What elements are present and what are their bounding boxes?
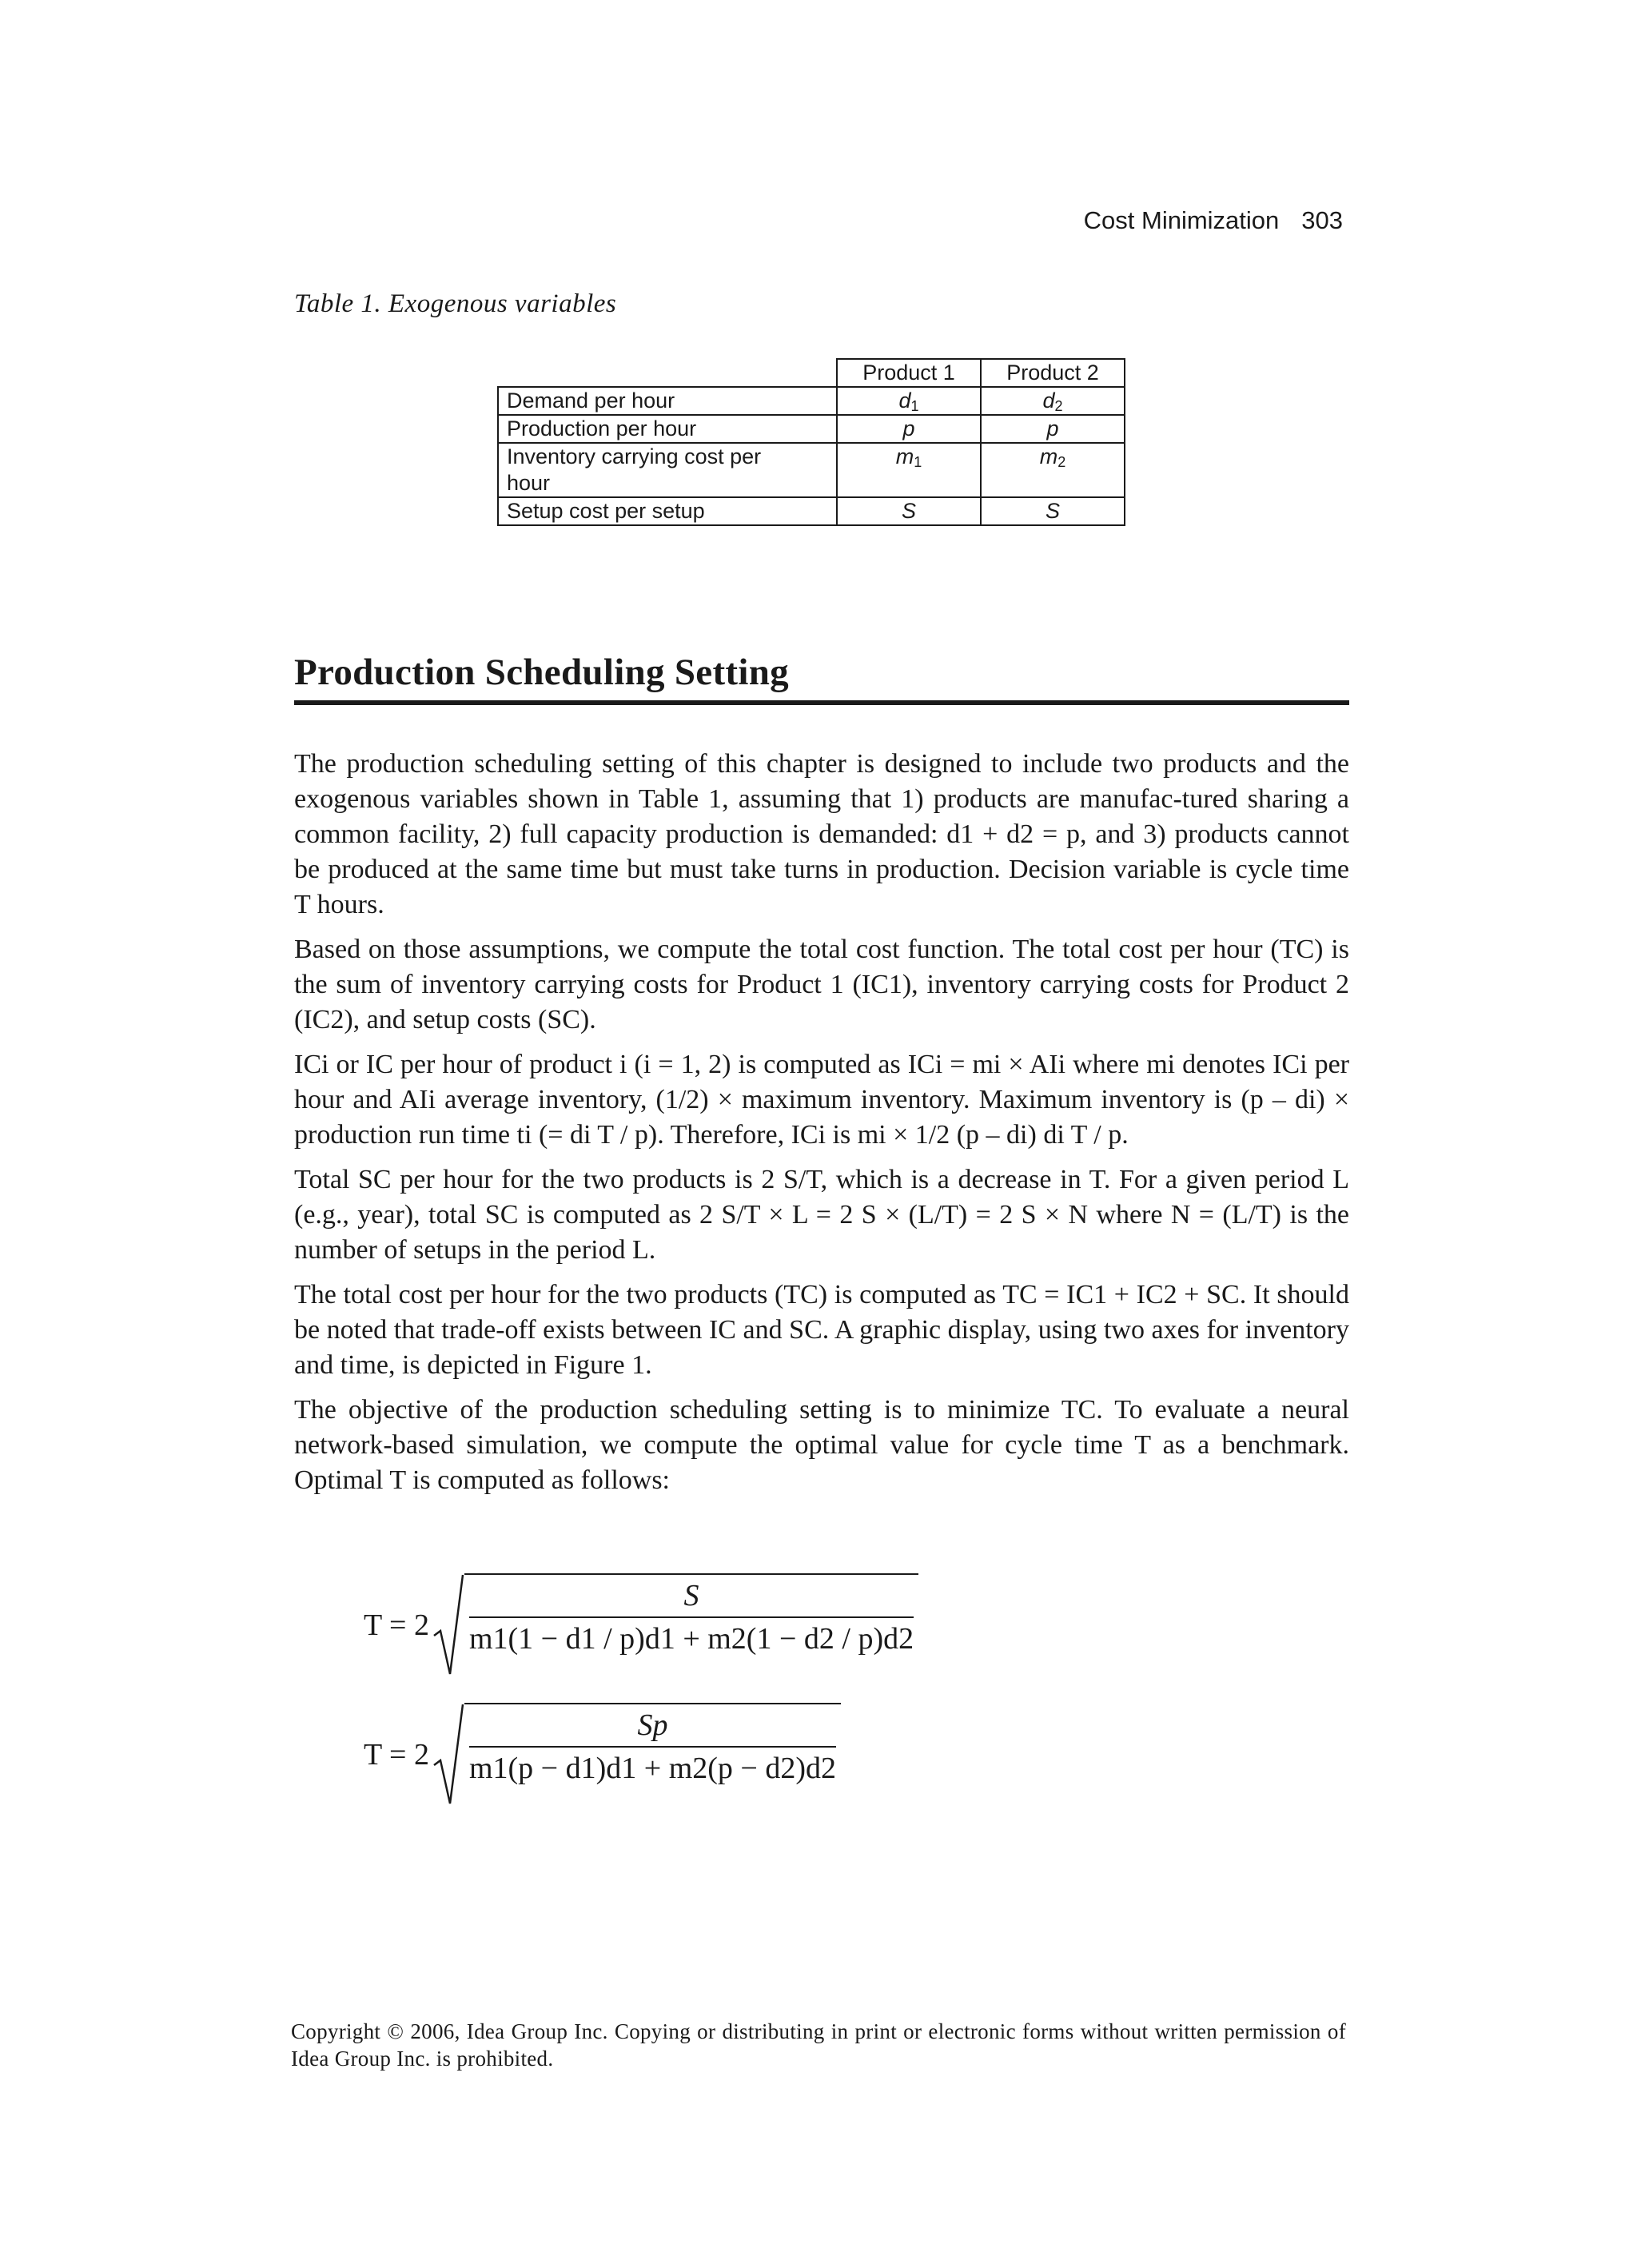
equation-2-lhs: T = 2	[364, 1738, 429, 1772]
table-header-row	[498, 359, 1125, 387]
cell-inventory-cost-product-1: $m_1$	[837, 443, 981, 497]
exogenous-variables-table	[497, 358, 1125, 526]
equation-1-fraction	[464, 1573, 918, 1677]
equation-2-numerator: Sp	[469, 1708, 836, 1748]
equation-1-denominator: m1(1 − d1 / p)d1 + m2(1 − d2 / p)d2	[468, 1622, 914, 1656]
table-row	[498, 443, 1125, 497]
cell-setup-cost-product-1: S	[837, 497, 981, 525]
row-label-demand: Demand per hour	[498, 387, 837, 415]
row-label-setup-cost: Setup cost per setup	[498, 497, 837, 525]
cell-inventory-cost-product-2: $m_2$	[981, 443, 1125, 497]
paragraph-4: Total SC per hour for the two products is 2 S/T, which is a decrease in T. For a given period L (e.g., year), total SC is computed as 2 S/T × L = 2 S × (L/T) = 2 S × N where N = (L/T) is the number of setups in the period L.	[294, 1165, 1349, 1265]
section-title: Production Scheduling Setting	[294, 652, 789, 693]
equation-2-denominator: m1(p − d1)d1 + m2(p − d2)d2	[468, 1752, 836, 1785]
running-title: Cost Minimization	[1083, 206, 1280, 234]
column-header-product-1: Product 1	[837, 359, 981, 387]
radical-sign-icon	[432, 1703, 464, 1807]
paragraph-3: ICi or IC per hour of product i (i = 1, 2) is computed as ICi = mi × AIi where mi denotes ICi per hour and AIi average inventory, (1/2) × maximum inventory. Maximum inventory is (p – di) × production run time ti (= di T / p). Therefore, ICi is mi × 1/2 (p – di) di T / p.	[294, 1050, 1349, 1150]
table-row	[498, 387, 1125, 415]
row-label-production: Production per hour	[498, 415, 837, 443]
cell-production-product-2: p	[981, 415, 1125, 443]
equation-1-radical	[432, 1573, 918, 1677]
cell-production-product-1: p	[837, 415, 981, 443]
cell-setup-cost-product-2: S	[981, 497, 1125, 525]
cell-demand-product-2: $d_2$	[981, 387, 1125, 415]
table-row	[498, 415, 1125, 443]
paragraph-5: The total cost per hour for the two products (TC) is computed as TC = IC1 + IC2 + SC. It should be noted that trade-off exists between IC and SC. A graphic display, using two axes for inventory and time, is depicted in Figure 1.	[294, 1280, 1349, 1380]
table-caption: Table 1. Exogenous variables	[294, 289, 617, 318]
radical-sign-icon	[432, 1573, 464, 1677]
cell-demand-product-1: $d_1$	[837, 387, 981, 415]
body-text	[294, 747, 1349, 1508]
paragraph-2: Based on those assumptions, we compute the total cost function. The total cost per hour (TC) is the sum of inventory carrying costs for Product 1 (IC1), inventory carrying costs for Product 2 (IC2), and setup costs (SC).	[294, 935, 1349, 1034]
row-label-inventory-cost: Inventory carrying cost per hour	[498, 443, 837, 497]
paragraph-1: The production scheduling setting of this chapter is designed to include two products and the exogenous variables shown in Table 1, assuming that 1) products are manufac-tured sharing a common facility, 2) full capacity production is demanded: d1 + d2 = p, and 3) products cannot be produced at the same time but must take turns in production. Decision variable is cycle time T hours.	[294, 749, 1349, 919]
copyright-notice: Copyright © 2006, Idea Group Inc. Copying or distributing in print or electronic forms without written permission of Idea Group Inc. is prohibited.	[291, 2019, 1346, 2071]
equation-1-numerator: S	[469, 1578, 914, 1618]
running-header	[959, 206, 1343, 235]
paragraph-6: The objective of the production scheduling setting is to minimize TC. To evaluate a neural network-based simulation, we compute the optimal value for cycle time T as a benchmark. Optimal T is computed as follows:	[294, 1395, 1349, 1495]
equation-optimal-t-2	[364, 1703, 841, 1807]
page-number: 303	[1301, 206, 1343, 234]
column-header-product-2: Product 2	[981, 359, 1125, 387]
section-rule	[294, 700, 1349, 705]
equation-optimal-t-1	[364, 1573, 918, 1677]
equation-2-fraction	[464, 1703, 841, 1807]
table-row	[498, 497, 1125, 525]
equation-1-lhs: T = 2	[364, 1608, 429, 1642]
equation-2-radical	[432, 1703, 841, 1807]
table-corner-cell	[498, 359, 837, 387]
